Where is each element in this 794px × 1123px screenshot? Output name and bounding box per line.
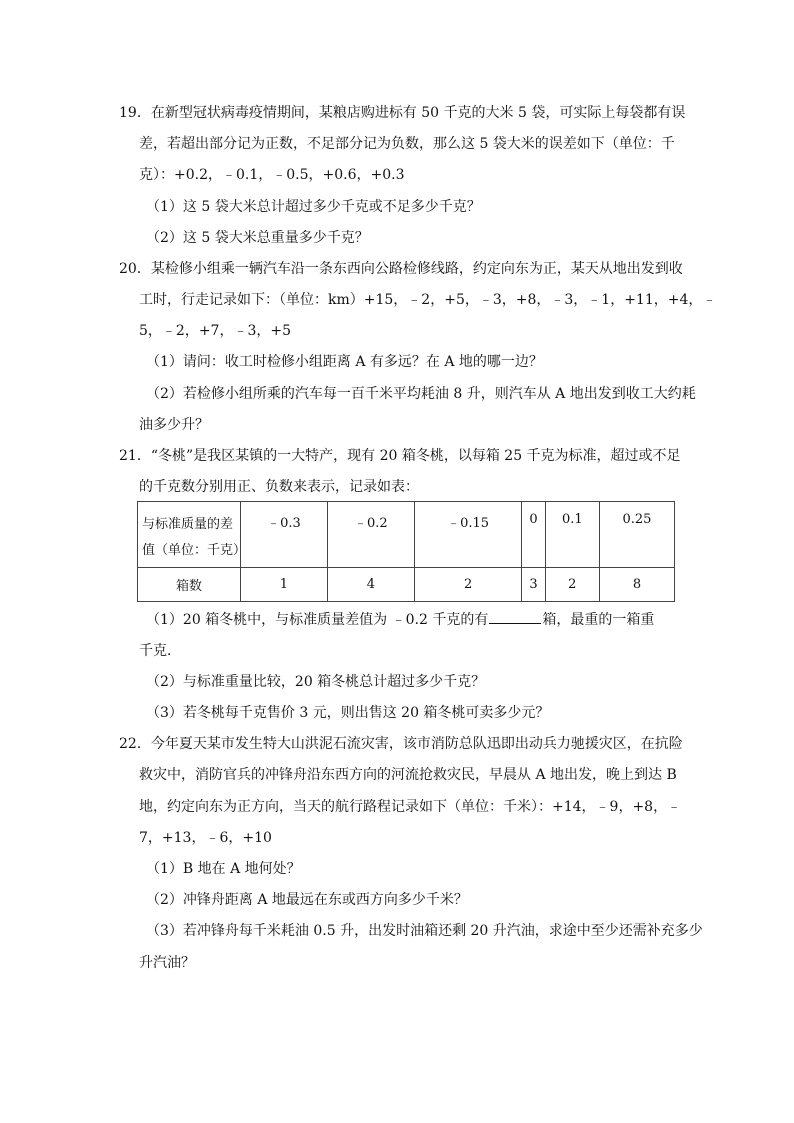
q19-sub2: （2）这 5 袋大米总重量多少千克？ [146, 230, 369, 246]
table-cell-count: 8 [599, 568, 674, 602]
table-cell-diff: 0 [522, 502, 545, 568]
q21-sub1 [146, 609, 654, 630]
q20-sub2b: 油多少升？ [139, 417, 209, 433]
table-cell-count: 4 [327, 568, 414, 602]
table-cell-diff: 0.25 [599, 502, 674, 568]
answer-blank[interactable] [489, 609, 541, 624]
q19-line2: 差，若超出部分记为正数，不足部分记为负数，那么这 5 袋大米的误差如下（单位：千 [139, 136, 675, 152]
q21-data-table [137, 501, 675, 602]
q21-sub1-text-a: （1）20 箱冬桃中，与标准质量差值为 ﹣0.2 千克的有 [146, 612, 489, 628]
q22-line1: 22．今年夏天某市发生特大山洪泥石流灾害，该市消防总队迅即出动兵力驰援灾区，在抗险 [119, 736, 683, 752]
table-cell-diff: ﹣0.2 [327, 502, 414, 568]
q22-line3: 地，约定向东为正方向，当天的航行路程记录如下（单位：千米）：+14，﹣9，+8，﹣ [139, 799, 682, 815]
table-cell-diff: 0.1 [545, 502, 599, 568]
q21-line1: 21．“冬桃”是我区某镇的一大特产，现有 20 箱冬桃，以每箱 25 千克为标准，超过或不足 [119, 448, 681, 464]
q20-line1: 20．某检修小组乘一辆汽车沿一条东西向公路检修线路，约定向东为正，某天从地出发到收 [119, 261, 683, 277]
q21-sub2: （2）与标准重量比较，20 箱冬桃总计超过多少千克？ [146, 674, 486, 690]
q22-line4: 7，+13，﹣6，+10 [139, 830, 272, 846]
table-cell-count: 2 [545, 568, 599, 602]
table-cell-count: 1 [241, 568, 328, 602]
table-header-count: 箱数 [138, 568, 241, 602]
q20-sub2a: （2）若检修小组所乘的汽车每一百千米平均耗油 8 升，则汽车从 A 地出发到收工大约耗 [146, 386, 696, 402]
q22-sub1: （1）B 地在 A 地何处？ [146, 861, 301, 877]
q20-line3: 5，﹣2，+7，﹣3，+5 [139, 323, 291, 339]
q22-sub3a: （3）若冲锋舟每千米耗油 0.5 升，出发时油箱还剩 20 升汽油，求途中至少还需补充多少 [146, 923, 703, 939]
table-row-diffs [138, 502, 675, 568]
q19-sub1: （1）这 5 袋大米总计超过多少千克或不足多少千克？ [146, 199, 481, 215]
table-header-diff: 与标准质量的差值（单位：千克） [138, 502, 241, 568]
q20-sub1: （1）请问：收工时检修小组距离 A 有多远？在 A 地的哪一边？ [146, 354, 543, 370]
table-cell-diff: ﹣0.3 [241, 502, 328, 568]
q21-sub3: （3）若冬桃每千克售价 3 元，则出售这 20 箱冬桃可卖多少元？ [146, 705, 550, 721]
q19-line1: 19．在新型冠状病毒疫情期间，某粮店购进标有 50 千克的大米 5 袋，可实际上每袋都有误 [119, 105, 686, 121]
table-cell-diff: ﹣0.15 [414, 502, 522, 568]
q21-line2: 的千克数分别用正、负数来表示，记录如表： [139, 479, 419, 495]
q21-sub1-text-b: 箱，最重的一箱重 [542, 612, 655, 628]
q21-sub1-cont: 千克． [139, 643, 181, 659]
q22-line2: 救灾中，消防官兵的冲锋舟沿东西方向的河流抢救灾民，早晨从 A 地出发，晚上到达 B [139, 767, 677, 783]
q22-sub2: （2）冲锋舟距离 A 地最远在东或西方向多少千米？ [146, 892, 468, 908]
table-cell-count: 3 [522, 568, 545, 602]
q19-line3: 克）：+0.2，﹣0.1，﹣0.5，+0.6，+0.3 [139, 167, 405, 183]
q20-line2: 工时，行走记录如下：（单位：km）+15，﹣2，+5，﹣3，+8，﹣3，﹣1，+11，+4，﹣ [139, 292, 717, 308]
q22-sub3b: 升汽油？ [139, 955, 195, 971]
table-row-counts [138, 568, 675, 602]
table-cell-count: 2 [414, 568, 522, 602]
